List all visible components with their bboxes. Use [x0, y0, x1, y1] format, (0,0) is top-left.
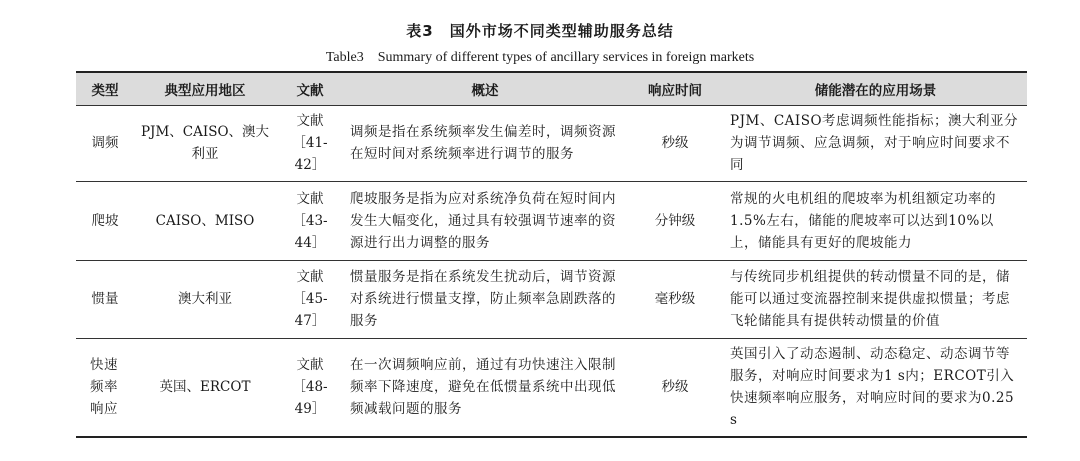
- cell-response-time: 分钟级: [654, 212, 696, 229]
- cell-scenario: 常规的火电机组的爬坡率为机组额定功率的1.5%左右，储能的爬坡率可以达到10%以上，储能具有更好的爬坡能力: [730, 190, 996, 251]
- table-row: [76, 105, 1027, 181]
- table-row: [76, 260, 1027, 338]
- cell-reference: [276, 105, 344, 181]
- cell-reference: [276, 181, 344, 260]
- cell-region: 澳大利亚: [178, 291, 232, 307]
- table-title-en: Table3 Summary of different types of ancillary services in foreign markets: [325, 50, 755, 65]
- cell-scenario: 与传统同步机组提供的转动惯量不同的是，储能可以通过变流器控制来提供虚拟惯量；考虑飞轮储能具有提供转动惯量的价值: [730, 269, 1010, 329]
- cell-response-time: 毫秒级: [654, 291, 696, 307]
- table-row: [76, 181, 1027, 260]
- cell-reference: [276, 338, 344, 437]
- cell-type: 爬坡: [91, 212, 119, 229]
- reference-number: ［45-47］: [292, 291, 328, 329]
- cell-scenario: PJM、CAISO考虑调频性能指标；澳大利亚分为调节调频、应急调频，对于响应时间要求不同: [730, 113, 1019, 173]
- cell-scenario: 英国引入了动态遏制、动态稳定、动态调节等服务，对响应时间要求为1 s内；ERCOT引入快速频率响应服务，对响应时间的要求为0.25 s: [730, 346, 1015, 429]
- header-region: 典型应用地区: [164, 82, 246, 99]
- reference-label: 文献: [296, 113, 324, 129]
- cell-overview: 爬坡服务是指为应对系统净负荷在短时间内发生大幅变化，通过具有较强调节速率的资源进行出力调整的服务: [350, 190, 616, 251]
- cell-type: 惯量: [91, 291, 119, 307]
- header-reference: 文献: [296, 82, 324, 99]
- cell-response-time: 秒级: [661, 379, 689, 396]
- cell-region: CAISO、MISO: [155, 212, 255, 229]
- reference-number: ［48-49］: [292, 379, 328, 418]
- cell-overview: 在一次调频响应前，通过有功快速注入限制频率下降速度，避免在低惯量系统中出现低频减载问题的服务: [350, 357, 616, 418]
- reference-label: 文献: [296, 357, 324, 374]
- cell-overview: 调频是指在系统频率发生偏差时，调频资源在短时间对系统频率进行调节的服务: [350, 124, 616, 162]
- cell-type: 快速频率响应: [90, 357, 118, 418]
- cell-overview: 惯量服务是指在系统发生扰动后，调节资源对系统进行惯量支撑，防止频率急剧跌落的服务: [350, 269, 616, 329]
- table-row: [76, 338, 1027, 437]
- table-title-cn: 表3 国外市场不同类型辅助服务总结: [406, 22, 674, 40]
- header-overview: 概述: [471, 82, 499, 99]
- cell-region: 英国、ERCOT: [159, 379, 251, 396]
- cell-region: PJM、CAISO、澳大利亚: [140, 124, 270, 162]
- header-type: 类型: [91, 82, 119, 99]
- header-response-time: 响应时间: [648, 82, 702, 99]
- reference-label: 文献: [296, 190, 324, 207]
- cell-response-time: 秒级: [661, 135, 689, 151]
- ancillary-services-table: [76, 71, 1027, 438]
- reference-number: ［41-42］: [292, 135, 328, 173]
- cell-reference: [276, 260, 344, 338]
- reference-number: ［43-44］: [292, 212, 328, 251]
- cell-type: 调频: [91, 135, 119, 151]
- header-row: [76, 72, 1027, 105]
- header-scenario: 储能潜在的应用场景: [814, 82, 937, 99]
- reference-label: 文献: [296, 269, 324, 285]
